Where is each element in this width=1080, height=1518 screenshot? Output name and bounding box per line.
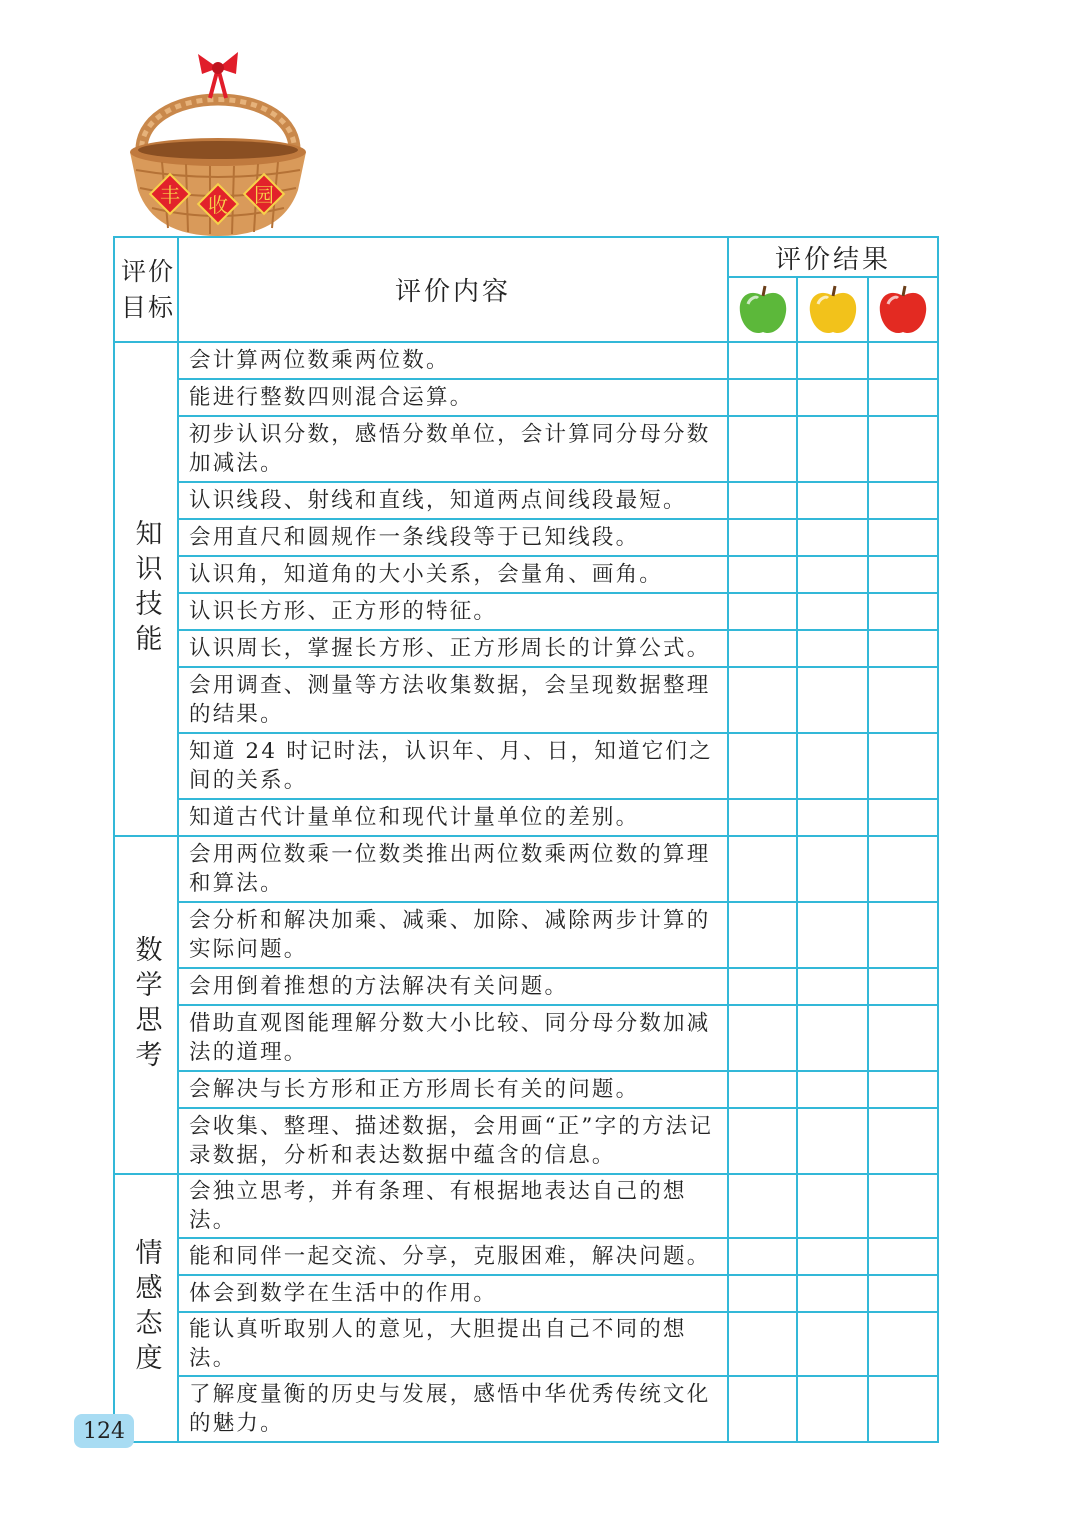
rating-red-cell[interactable] <box>868 733 938 799</box>
rating-green-cell[interactable] <box>728 1275 797 1312</box>
criterion: 借助直观图能理解分数大小比较、同分母分数加减法的道理。 <box>178 1005 728 1071</box>
svg-text:收: 收 <box>208 193 228 217</box>
criterion: 会独立思考，并有条理、有根据地表达自己的想法。 <box>178 1174 728 1238</box>
criterion: 会用两位数乘一位数类推出两位数乘两位数的算理和算法。 <box>178 836 728 902</box>
criterion: 能和同伴一起交流、分享，克服困难，解决问题。 <box>178 1238 728 1275</box>
rating-yellow-cell[interactable] <box>797 1376 868 1442</box>
criterion: 初步认识分数，感悟分数单位，会计算同分母分数加减法。 <box>178 416 728 482</box>
table-row <box>114 519 938 556</box>
rating-red-cell[interactable] <box>868 968 938 1005</box>
criterion: 会收集、整理、描述数据，会用画“正”字的方法记录数据，分析和表达数据中蕴含的信息。 <box>178 1108 728 1174</box>
yellow-apple-header <box>797 277 868 342</box>
rating-yellow-cell[interactable] <box>797 630 868 667</box>
rating-green-cell[interactable] <box>728 902 797 968</box>
criterion: 会分析和解决加乘、减乘、加除、减除两步计算的实际问题。 <box>178 902 728 968</box>
rating-yellow-cell[interactable] <box>797 902 868 968</box>
rating-yellow-cell[interactable] <box>797 1108 868 1174</box>
rating-red-cell[interactable] <box>868 593 938 630</box>
rating-yellow-cell[interactable] <box>797 1071 868 1108</box>
rating-red-cell[interactable] <box>868 556 938 593</box>
rating-green-cell[interactable] <box>728 416 797 482</box>
table-row <box>114 1071 938 1108</box>
rating-green-cell[interactable] <box>728 593 797 630</box>
rating-red-cell[interactable] <box>868 1238 938 1275</box>
rating-green-cell[interactable] <box>728 799 797 836</box>
table-row <box>114 733 938 799</box>
table-row <box>114 1005 938 1071</box>
table-row <box>114 556 938 593</box>
rating-green-cell[interactable] <box>728 1376 797 1442</box>
rating-green-cell[interactable] <box>728 667 797 733</box>
svg-text:园: 园 <box>254 183 274 207</box>
table-row <box>114 1108 938 1174</box>
table-row <box>114 1174 938 1238</box>
rating-green-cell[interactable] <box>728 1238 797 1275</box>
rating-yellow-cell[interactable] <box>797 482 868 519</box>
rating-yellow-cell[interactable] <box>797 1312 868 1376</box>
rating-red-cell[interactable] <box>868 416 938 482</box>
criterion: 认识长方形、正方形的特征。 <box>178 593 728 630</box>
rating-red-cell[interactable] <box>868 1275 938 1312</box>
rating-yellow-cell[interactable] <box>797 1005 868 1071</box>
criterion: 认识角，知道角的大小关系，会量角、画角。 <box>178 556 728 593</box>
table-row <box>114 902 938 968</box>
rating-yellow-cell[interactable] <box>797 342 868 379</box>
category-knowledge-skills: 知识技能 <box>114 342 178 836</box>
rating-yellow-cell[interactable] <box>797 556 868 593</box>
criterion: 会用倒着推想的方法解决有关问题。 <box>178 968 728 1005</box>
table-row <box>114 667 938 733</box>
rating-yellow-cell[interactable] <box>797 733 868 799</box>
rating-green-cell[interactable] <box>728 379 797 416</box>
rating-green-cell[interactable] <box>728 733 797 799</box>
table-row <box>114 1312 938 1376</box>
rating-red-cell[interactable] <box>868 379 938 416</box>
table-row <box>114 630 938 667</box>
rating-green-cell[interactable] <box>728 630 797 667</box>
rating-green-cell[interactable] <box>728 1005 797 1071</box>
table-row <box>114 1376 938 1442</box>
rating-red-cell[interactable] <box>868 902 938 968</box>
category-emotional-attitude: 情感态度 <box>114 1174 178 1442</box>
criterion: 知道 24 时记时法，认识年、月、日，知道它们之间的关系。 <box>178 733 728 799</box>
criterion: 会解决与长方形和正方形周长有关的问题。 <box>178 1071 728 1108</box>
page-number: 124 <box>74 1414 134 1448</box>
green-apple-header <box>728 277 797 342</box>
evaluation-table <box>113 236 939 1443</box>
rating-red-cell[interactable] <box>868 799 938 836</box>
criterion: 会用调查、测量等方法收集数据，会呈现数据整理的结果。 <box>178 667 728 733</box>
rating-green-cell[interactable] <box>728 519 797 556</box>
rating-red-cell[interactable] <box>868 630 938 667</box>
rating-green-cell[interactable] <box>728 968 797 1005</box>
rating-red-cell[interactable] <box>868 1071 938 1108</box>
rating-red-cell[interactable] <box>868 1174 938 1238</box>
table-row <box>114 482 938 519</box>
yellow-apple-icon <box>806 284 860 336</box>
criterion: 体会到数学在生活中的作用。 <box>178 1275 728 1312</box>
table-row <box>114 799 938 836</box>
rating-green-cell[interactable] <box>728 1312 797 1376</box>
rating-red-cell[interactable] <box>868 1108 938 1174</box>
rating-red-cell[interactable] <box>868 836 938 902</box>
rating-yellow-cell[interactable] <box>797 968 868 1005</box>
criterion: 会计算两位数乘两位数。 <box>178 342 728 379</box>
rating-yellow-cell[interactable] <box>797 519 868 556</box>
rating-green-cell[interactable] <box>728 556 797 593</box>
header-content: 评价内容 <box>178 237 728 342</box>
criterion: 能认真听取别人的意见，大胆提出自己不同的想法。 <box>178 1312 728 1376</box>
rating-yellow-cell[interactable] <box>797 416 868 482</box>
svg-text:丰: 丰 <box>160 183 180 207</box>
rating-green-cell[interactable] <box>728 1174 797 1238</box>
table-row <box>114 342 938 379</box>
green-apple-icon <box>736 284 790 336</box>
table-row <box>114 836 938 902</box>
rating-red-cell[interactable] <box>868 482 938 519</box>
rating-red-cell[interactable] <box>868 1005 938 1071</box>
rating-green-cell[interactable] <box>728 482 797 519</box>
rating-red-cell[interactable] <box>868 667 938 733</box>
rating-yellow-cell[interactable] <box>797 1275 868 1312</box>
rating-red-cell[interactable] <box>868 1312 938 1376</box>
rating-yellow-cell[interactable] <box>797 379 868 416</box>
category-math-thinking: 数学思考 <box>114 836 178 1174</box>
table-row <box>114 416 938 482</box>
rating-green-cell[interactable] <box>728 1071 797 1108</box>
rating-yellow-cell[interactable] <box>797 1238 868 1275</box>
rating-green-cell[interactable] <box>728 836 797 902</box>
table-row <box>114 379 938 416</box>
header-goal <box>114 237 178 342</box>
rating-yellow-cell[interactable] <box>797 799 868 836</box>
rating-red-cell[interactable] <box>868 519 938 556</box>
criterion: 能进行整数四则混合运算。 <box>178 379 728 416</box>
criterion: 知道古代计量单位和现代计量单位的差别。 <box>178 799 728 836</box>
rating-green-cell[interactable] <box>728 342 797 379</box>
rating-red-cell[interactable] <box>868 1376 938 1442</box>
harvest-basket-illustration <box>122 40 314 236</box>
table-row <box>114 968 938 1005</box>
red-apple-icon <box>876 284 930 336</box>
header-goal-line1: 评价 <box>121 256 176 286</box>
rating-yellow-cell[interactable] <box>797 593 868 630</box>
rating-green-cell[interactable] <box>728 1108 797 1174</box>
criterion: 认识周长，掌握长方形、正方形周长的计算公式。 <box>178 630 728 667</box>
criterion: 了解度量衡的历史与发展，感悟中华优秀传统文化的魅力。 <box>178 1376 728 1442</box>
header-goal-line2: 目标 <box>121 292 176 322</box>
criterion: 会用直尺和圆规作一条线段等于已知线段。 <box>178 519 728 556</box>
red-apple-header <box>868 277 938 342</box>
rating-yellow-cell[interactable] <box>797 1174 868 1238</box>
rating-yellow-cell[interactable] <box>797 836 868 902</box>
table-row <box>114 1238 938 1275</box>
rating-yellow-cell[interactable] <box>797 667 868 733</box>
table-row <box>114 1275 938 1312</box>
table-row <box>114 593 938 630</box>
rating-red-cell[interactable] <box>868 342 938 379</box>
criterion: 认识线段、射线和直线，知道两点间线段最短。 <box>178 482 728 519</box>
header-result: 评价结果 <box>728 237 938 277</box>
